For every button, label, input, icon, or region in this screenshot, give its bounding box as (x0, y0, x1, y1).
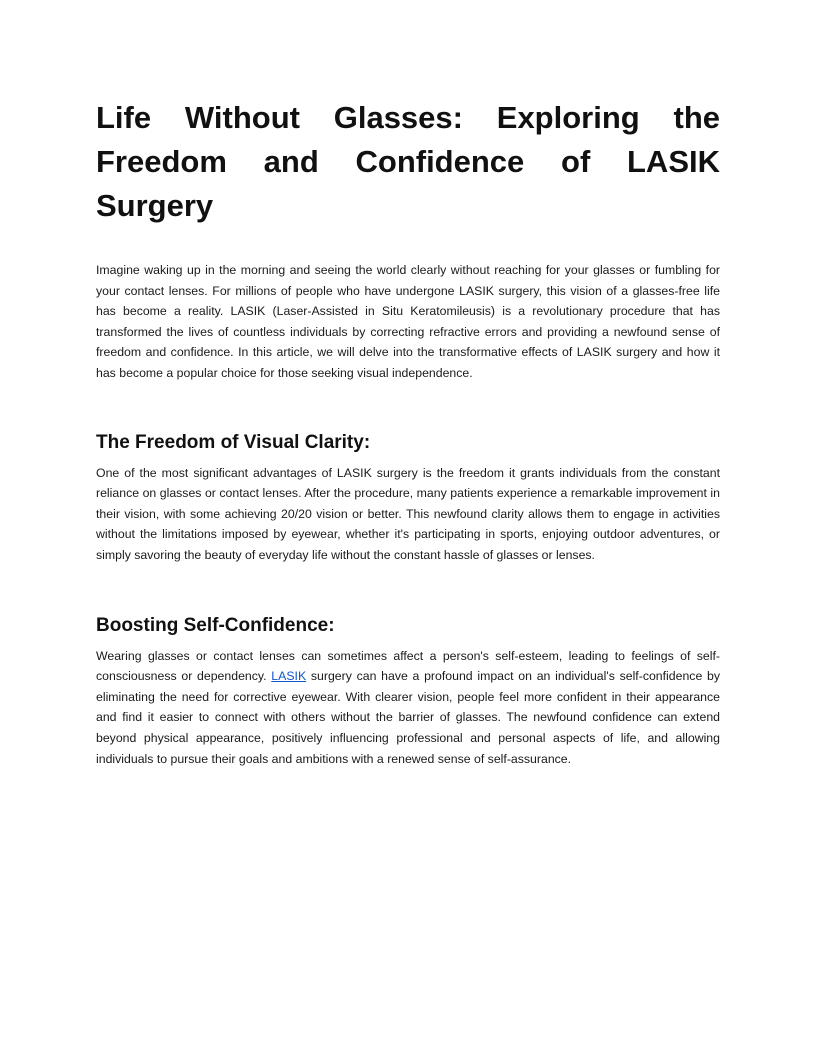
section-body-self-confidence (96, 646, 720, 770)
document-page (96, 96, 720, 769)
section-heading-self-confidence: Boosting Self-Confidence: (96, 614, 335, 636)
section-heading-visual-clarity: The Freedom of Visual Clarity: (96, 431, 371, 453)
self-confidence-text-after-link: surgery can have a profound impact on an individual's self-confidence by eliminating the need for corrective eyewear. With clearer vision, people feel more confident in their appearance and find it easier to connect with others without the barrier of glasses. The newfound confidence can extend beyond physical appearance, positively influencing professional and personal aspects of life, and allowing individuals to pursue their goals and ambitions with a renewed sense of self-assurance. (96, 669, 721, 766)
intro-paragraph: Imagine waking up in the morning and seeing the world clearly without reaching for your glasses or fumbling for your contact lenses. For millions of people who have undergone LASIK surgery, this vision of a glasses-free life has become a reality. LASIK (Laser-Assisted in Situ Keratomileusis) is a revolutionary procedure that has transformed the lives of countless individuals by correcting refractive errors and providing a newfound sense of freedom and confidence. In this article, we will delve into the transformative effects of LASIK surgery and how it has become a popular choice for those seeking visual independence. (96, 263, 720, 380)
self-confidence-text-before-link: Wearing glasses or contact lenses can sometimes affect a person's self-esteem, leading to feelings of self-consciousness or dependency. (96, 648, 720, 684)
section-body-visual-clarity: One of the most significant advantages of LASIK surgery is the freedom it grants individuals from the constant reliance on glasses or contact lenses. After the procedure, many patients experience a remarkable improvement in their vision, with some achieving 20/20 vision or better. This newfound clarity allows them to engage in activities without the limitations imposed by eyewear, whether it's participating in sports, enjoying outdoor adventures, or simply savoring the beauty of everyday life without the constant hassle of glasses or lenses. (96, 465, 720, 562)
lasik-link[interactable]: LASIK (271, 669, 307, 684)
article-title: Life Without Glasses: Exploring the Freedom and Confidence of LASIK Surgery (96, 100, 720, 223)
